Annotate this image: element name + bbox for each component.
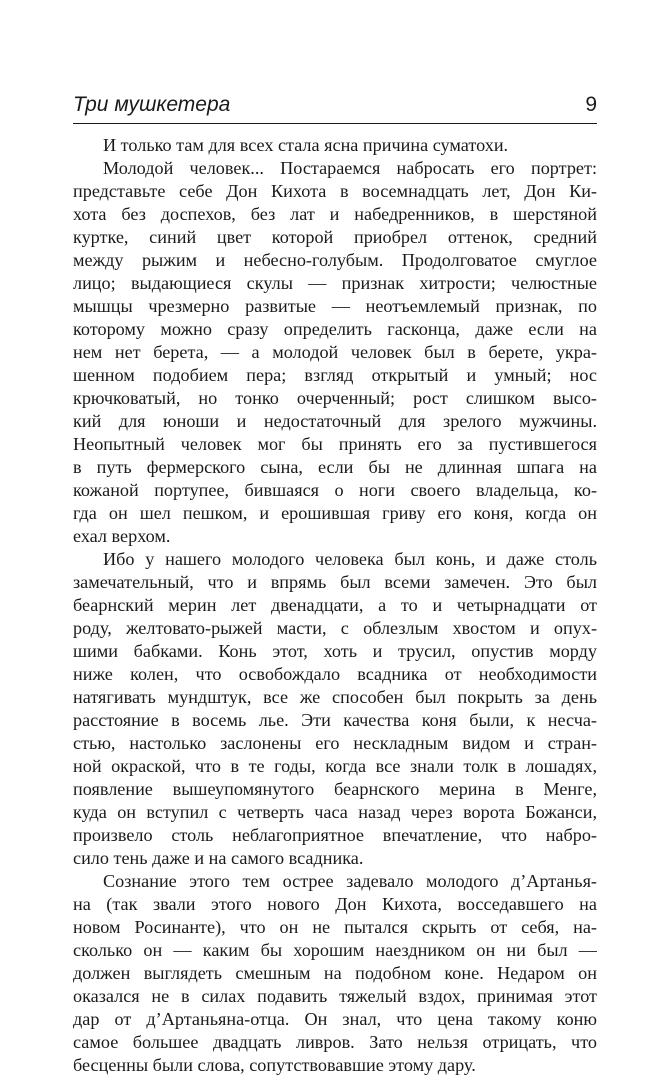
page-number: 9 xyxy=(585,93,597,116)
running-header xyxy=(73,92,597,122)
text-line: мышцы чрезмерно развитые — неотъемлемый признак, по xyxy=(73,296,597,316)
text-line: лицо; выдающиеся скулы — признак хитрости; челюстные xyxy=(73,273,597,293)
text-line: беарнский мерин лет двенадцати, а то и четырнадцати от xyxy=(73,595,597,615)
text-line: оказался не в силах подавить тяжелый вздох, принимая этот xyxy=(73,986,597,1006)
text-line: натягивать мундштук, все же способен был покрыть за день xyxy=(73,687,597,707)
text-line: Молодой человек... Постараемся набросать его портрет: xyxy=(103,158,597,178)
text-line: дар от д’Артаньяна-отца. Он знал, что цена такому коню xyxy=(73,1009,597,1029)
text-line: Ибо у нашего молодого человека был конь, и даже столь xyxy=(103,549,597,569)
paragraph xyxy=(73,870,597,1077)
text-line: крючковатый, но тонко очерченный; рост слишком высо- xyxy=(73,388,597,408)
text-line: новом Росинанте), что он не пытался скрыть от себя, на- xyxy=(73,917,597,937)
text-line: кожаной портупее, бившаяся о ноги своего владельца, ко- xyxy=(73,480,597,500)
text-line: кий для юноши и недостаточный для зрелого мужчины. xyxy=(73,411,597,431)
text-line: нем нет берета, — а молодой человек был в берете, укра- xyxy=(73,342,597,362)
paragraph xyxy=(73,548,597,870)
text-line: Неопытный человек мог бы принять его за пустившегося xyxy=(73,434,597,454)
text-line: самое большее двадцать ливров. Зато нельзя отрицать, что xyxy=(73,1032,597,1052)
text-line: хота без доспехов, без лат и набедренников, в шерстяной xyxy=(73,204,597,224)
text-line: Сознание этого тем острее задевало молодого д’Артанья- xyxy=(103,871,597,891)
paragraph xyxy=(73,134,597,157)
text-line: в путь фермерского сына, если бы не длинная шпага на xyxy=(73,457,597,477)
header-rule xyxy=(73,123,597,124)
text-line: на (так звали этого нового Дон Кихота, восседавшего на xyxy=(73,894,597,914)
text-line: появление вышеупомянутого беарнского мерина в Менге, xyxy=(73,779,597,799)
text-line: шими бабками. Конь этот, хоть и трусил, опустив морду xyxy=(73,641,597,661)
text-line: между рыжим и небесно-голубым. Продолговатое смуглое xyxy=(73,250,597,270)
text-line: произвело столь неблагоприятное впечатление, что набро- xyxy=(73,825,597,845)
text-body xyxy=(73,134,597,1077)
running-title: Три мушкетера xyxy=(73,93,231,116)
text-line: расстояние в восемь лье. Эти качества коня были, к несча- xyxy=(73,710,597,730)
text-line: представьте себе Дон Кихота в восемнадцать лет, Дон Ки- xyxy=(73,181,597,201)
text-line: куртке, синий цвет которой приобрел оттенок, средний xyxy=(73,227,597,247)
text-line: сколько он — каким бы хорошим наездником он ни был — xyxy=(73,940,597,960)
text-line: бесценны были слова, сопутствовавшие этому дару. xyxy=(73,1055,476,1075)
text-line: ниже колен, что освобождало всадника от необходимости xyxy=(73,664,597,684)
text-line: ной окраской, что в те годы, когда все знали толк в лошадях, xyxy=(73,756,597,776)
text-line: которому можно сразу определить гасконца, даже если на xyxy=(73,319,597,339)
text-line: ехал верхом. xyxy=(73,526,171,546)
paragraph xyxy=(73,157,597,548)
text-line: роду, желтовато-рыжей масти, с облезлым хвостом и опух- xyxy=(73,618,597,638)
text-line: стью, настолько заслонены его нескладным видом и стран- xyxy=(73,733,597,753)
text-line: И только там для всех стала ясна причина суматохи. xyxy=(103,135,509,155)
text-line: должен выглядеть смешным на подобном коне. Недаром он xyxy=(73,963,597,983)
text-line: шенном подобием пера; взгляд открытый и умный; нос xyxy=(73,365,597,385)
text-line: гда он шел пешком, и ерошившая гриву его коня, когда он xyxy=(73,503,597,523)
text-line: замечательный, что и впрямь был всеми замечен. Это был xyxy=(73,572,597,592)
text-line: куда он вступил с четверть часа назад через ворота Божанси, xyxy=(73,802,597,822)
text-line: сило тень даже и на самого всадника. xyxy=(73,848,364,868)
